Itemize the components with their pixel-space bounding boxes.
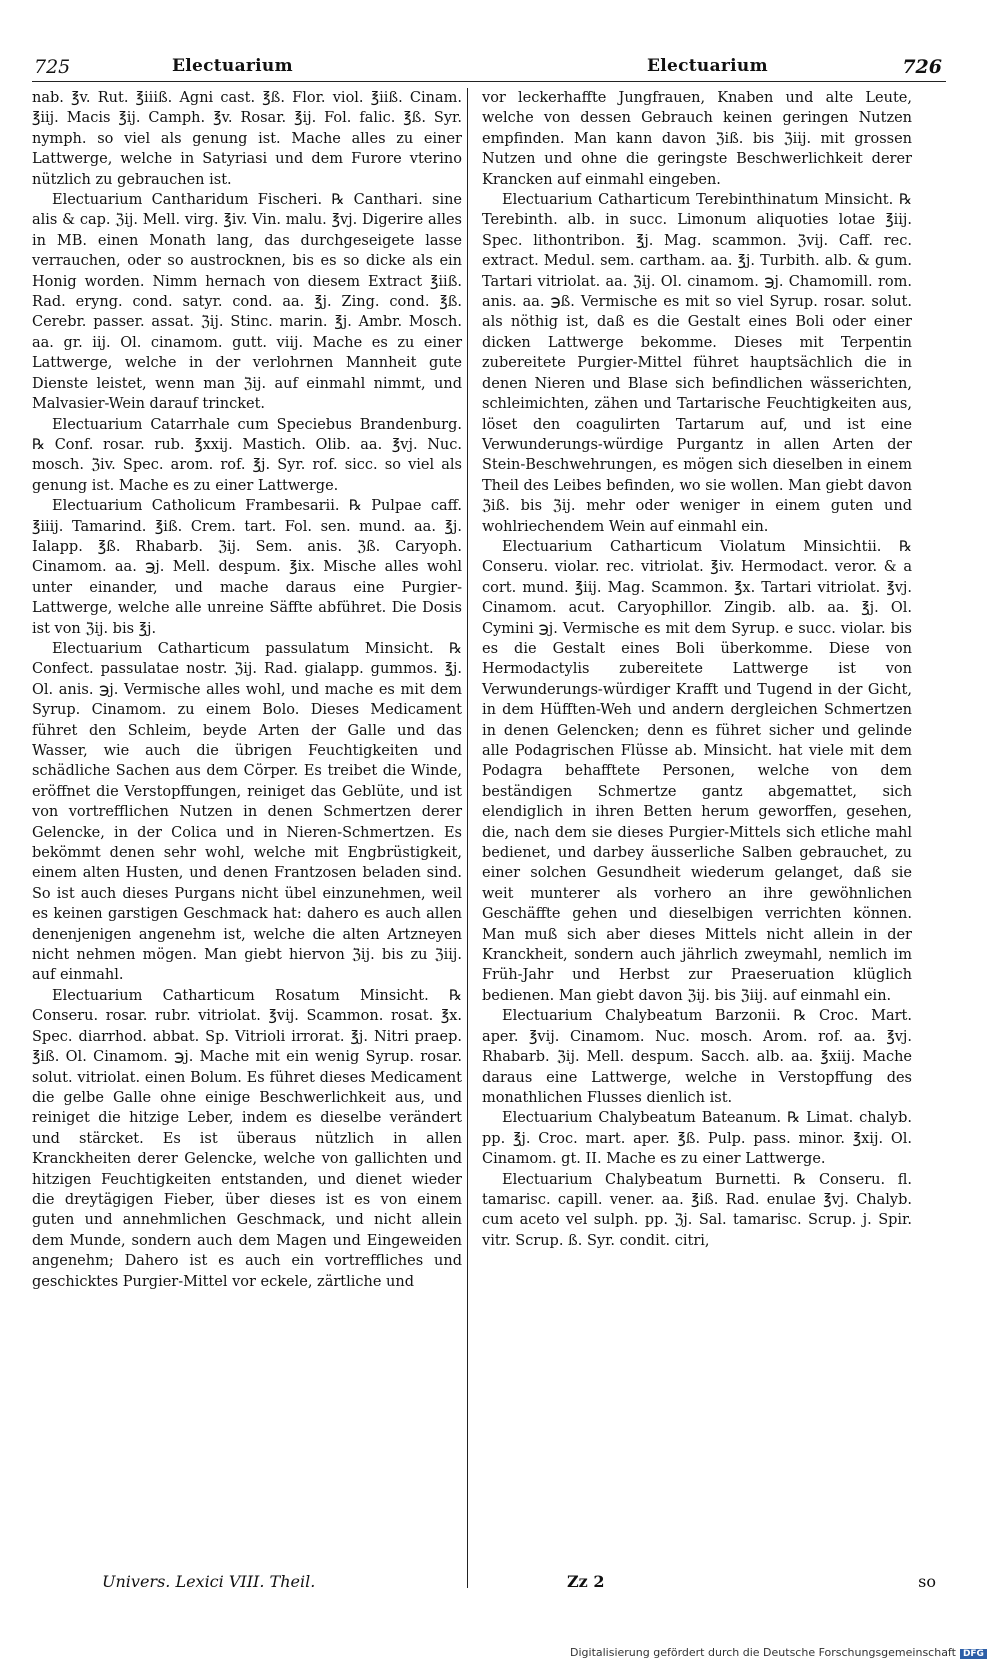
signature-line: Univers. Lexici VIII. Theil. — [102, 1572, 316, 1591]
signature-mark: Zz 2 — [567, 1572, 605, 1591]
column-divider — [467, 88, 468, 1588]
digitization-credit — [570, 1646, 987, 1659]
left-paragraph: Electuarium Catharticum passulatum Minsicht. ℞ Confect. passulatae nostr. ℨij. Rad. gialapp. gummos. ℥j. Ol. anis. ℈j. Vermische alles wohl, und mache es mit dem Syrup. Cinamom. zu einem Bolo. Dieses Medicament führet den Schleim, beyde Arten der Galle und das Wasser, wie auch die übrigen Feuchtigkeiten und schädliche Sachen aus dem Cörper. Es treibet die Winde, eröffnet die Verstopffungen, reiniget das Geblüte, und ist von vortrefflichen Nutzen in denen Schmertzen derer Gelencke, in der Colica und in Nieren-Schmertzen. Es bekömmt denen sehr wohl, welche mit Engbrüstigkeit, einem alten Husten, und denen Frantzosen beladen sind. So ist auch dieses Purgans nicht übel einzunehmen, weil es keinen garstigen Geschmack hat: dahero es auch allen denenjenigen angenehm ist, welche die alten Artzneyen nicht nehmen mögen. Man giebt hiervon ℨij. bis zu ℨiij. auf einmahl. — [32, 640, 462, 984]
right-page-number: 726 — [902, 56, 942, 78]
credit-text: Digitalisierung gefördert durch die Deutsche Forschungsgemeinschaft — [570, 1646, 956, 1659]
left-paragraph: Electuarium Catarrhale cum Speciebus Brandenburg. ℞ Conf. rosar. rub. ℥xxij. Mastich. Olib. aa. ℥vj. Nuc. mosch. ℨiv. Spec. arom. rof. ℥j. Syr. rof. sicc. so viel als genung ist. Mache es zu einer Lattwerge. — [32, 416, 462, 494]
page-footer — [22, 1572, 950, 1596]
dfg-logo: DFG — [960, 1649, 987, 1659]
right-paragraph: Electuarium Chalybeatum Burnetti. ℞ Conseru. fl. tamarisc. capill. vener. aa. ℥iß. Rad. enulae ℥vj. Chalyb. cum aceto vel sulph. pp. ℨj. Sal. tamarisc. Scrup. j. Spir. vitr. Scrup. ß. Syr. condit. citri, — [482, 1171, 912, 1249]
right-paragraph: Electuarium Catharticum Terebinthinatum Minsicht. ℞ Terebinth. alb. in succ. Limonum aliquoties lotae ℥iij. Spec. lithontribon. ℥j. Mag. scammon. ℨvij. Caff. rec. extract. Medul. sem. cartham. aa. ℥j. Turbith. alb. & gum. Tartari vitriolat. aa. ℨij. Ol. cinamom. ℈j. Chamomill. rom. anis. aa. ℈ß. Vermische es mit so viel Syrup. rosar. solut. als nöthig ist, daß es die Gestalt eines Boli oder einer dicken Lattwerge bekomme. Dieses mit Terpentin zubereitete Purgier-Mittel führet hauptsächlich die in denen Nieren und Blase sich befindlichen wässerichten, schleimichten, zähen und Tartarische Feuchtigkeiten aus, löset den coagulirten Tartarum auf, und ist eine Verwunderungs-würdige Purgantz in allen Arten der Stein-Beschwehrungen, es mögen sich dieselben in einem Theil des Leibes befinden, wo sie wollen. Man giebt davon ℨiß. bis ℨij. mehr oder weniger in einem guten und wohlriechendem Wein auf einmahl ein. — [482, 192, 912, 535]
right-running-title: Electuarium — [647, 56, 768, 76]
right-paragraph: Electuarium Catharticum Violatum Minsichtii. ℞ Conseru. violar. rec. vitriolat. ℥iv. Hermodact. veror. & a cort. mund. ℥iij. Mag. Scammon. ℥x. Tartari vitriolat. ℥vj. Cinamom. acut. Caryophillor. Zingib. alb. aa. ℥j. Ol. Cymini ℈j. Vermische es mit dem Syrup. e succ. violar. bis es die Gestalt eines Boli überkomme. Diese von Hermodactylis zubereitete Lattwerge ist von Verwunderungs-würdiger Krafft und Tugend in der Gicht, in dem Hüfften-Weh und andern dergleichen Schmertzen in denen Gelencken; denn es führet sicher und gelinde alle Podagrischen Flüsse ab. Minsicht. hat viele mit dem Podagra behafftete Personen, welche von dem beständigen Schmertze gantz abgemattet, sich elendiglich in ihren Betten herum geworffen, gesehen, die, nach dem sie dieses Purgier-Mittels sich etliche mahl bedienet, und darbey äusserliche Salben gebrauchet, zu einer solchen Gesundheit wiederum gelanget, daß sie weit munterer als vorhero an ihre gewöhnlichen Geschäffte gehen und dieselbigen verrichten können. Man muß sich aber dieses Mittels nicht allein in der Kranckheit, sondern auch jährlich zweymahl, nemlich im Früh-Jahr und Herbst zur Praeseruation klüglich bedienen. Man giebt davon ℨij. bis ℨiij. auf einmahl ein. — [482, 538, 912, 1004]
right-paragraph: Electuarium Chalybeatum Bateanum. ℞ Limat. chalyb. pp. ℥j. Croc. mart. aper. ℥ß. Pulp. pass. minor. ℥xij. Ol. Cinamom. gt. II. Mache es zu einer Lattwerge. — [482, 1110, 912, 1168]
right-text-column — [482, 88, 912, 1251]
right-paragraph: Electuarium Chalybeatum Barzonii. ℞ Croc. Mart. aper. ℥vij. Cinamom. Nuc. mosch. Arom. rof. aa. ℥vj. Rhabarb. ℨij. Mell. despum. Sacch. alb. aa. ℥xiij. Mache daraus eine Lattwerge, welche in Verstopffung des monathlichen Flusses dienlich ist. — [482, 1008, 912, 1106]
left-paragraph: Electuarium Catholicum Frambesarii. ℞ Pulpae caff. ℥iiij. Tamarind. ℥iß. Crem. tart. Fol. sen. mund. aa. ℥j. Ialapp. ℥ß. Rhabarb. ℨij. Sem. anis. ℨß. Caryoph. Cinamom. aa. ℈j. Mell. despum. ℥ix. Mische alles wohl unter einander, und mache daraus eine Purgier-Lattwerge, welche alle unreine Säffte abführet. Die Dosis ist von ℨij. bis ℥j. — [32, 498, 462, 637]
right-paragraph: vor leckerhaffte Jungfrauen, Knaben und alte Leute, welche von dessen Gebrauch keinen geringen Nutzen empfinden. Man kann davon ℨiß. bis ℨiij. mit grossen Nutzen und ohne die geringste Beschwerlichkeit derer Krancken auf einmahl eingeben. — [482, 90, 912, 188]
header-rule — [32, 81, 946, 82]
catchword: so — [918, 1572, 936, 1591]
running-header — [22, 50, 950, 80]
left-text-column — [32, 88, 462, 1292]
left-paragraph: nab. ℥v. Rut. ℥iiiß. Agni cast. ℥ß. Flor. viol. ℥iiß. Cinam. ℥iij. Macis ℥ij. Camph. ℥v. Rosar. ℥ij. Fol. falic. ℥ß. Syr. nymph. so viel als genung ist. Mache alles zu einer Lattwerge, welche in Satyriasi und dem Furore vterino nützlich zu gebrauchen ist. — [32, 90, 462, 188]
left-running-title: Electuarium — [172, 56, 293, 76]
left-paragraph: Electuarium Catharticum Rosatum Minsicht. ℞ Conseru. rosar. rubr. vitriolat. ℥vij. Scammon. rosat. ℥x. Spec. diarrhod. abbat. Sp. Vitrioli irrorat. ℥j. Nitri praep. ℥iß. Ol. Cinamom. ℈j. Mache mit ein wenig Syrup. rosar. solut. vitriolat. einen Bolum. Es führet dieses Medicament die gelbe Galle ohne einige Beschwerlichkeit aus, und reiniget die hitzige Leber, indem es dieselbe verändert und stärcket. Es ist überaus nützlich in allen Kranckheiten derer Gelencke, welche von gallichten und hitzigen Feuchtigkeiten entstanden, und dienet wieder die dreytägigen Fieber, über dieses ist es von einem guten und annehmlichen Geschmack, und nicht allein dem Munde, sondern auch dem Magen und Eingeweiden angenehm; Dahero ist es auch ein vortreffliches und geschicktes Purgier-Mittel vor eckele, zärtliche und — [32, 987, 462, 1290]
left-page-number: 725 — [34, 56, 71, 78]
left-paragraph: Electuarium Cantharidum Fischeri. ℞ Canthari. sine alis & cap. ℨij. Mell. virg. ℥iv. Vin. malu. ℥vj. Digerire alles in MB. einen Monath lang, das durchgeseigete lasse verrauchen, oder so austrocknen, bis es so dicke als ein Honig worden. Nimm hernach von diesem Extract ℥iiß. Rad. eryng. cond. satyr. cond. aa. ℥j. Zing. cond. ℥ß. Cerebr. passer. assat. ℨij. Stinc. marin. ℥j. Ambr. Mosch. aa. gr. iij. Ol. cinamom. gutt. viij. Mache es zu einer Lattwerge, welche in der verlohrnen Mannheit gute Dienste leistet, wenn man ℨij. auf einmahl nimmt, und Malvasier-Wein darauf trincket. — [32, 192, 462, 413]
book-page — [22, 50, 950, 1660]
